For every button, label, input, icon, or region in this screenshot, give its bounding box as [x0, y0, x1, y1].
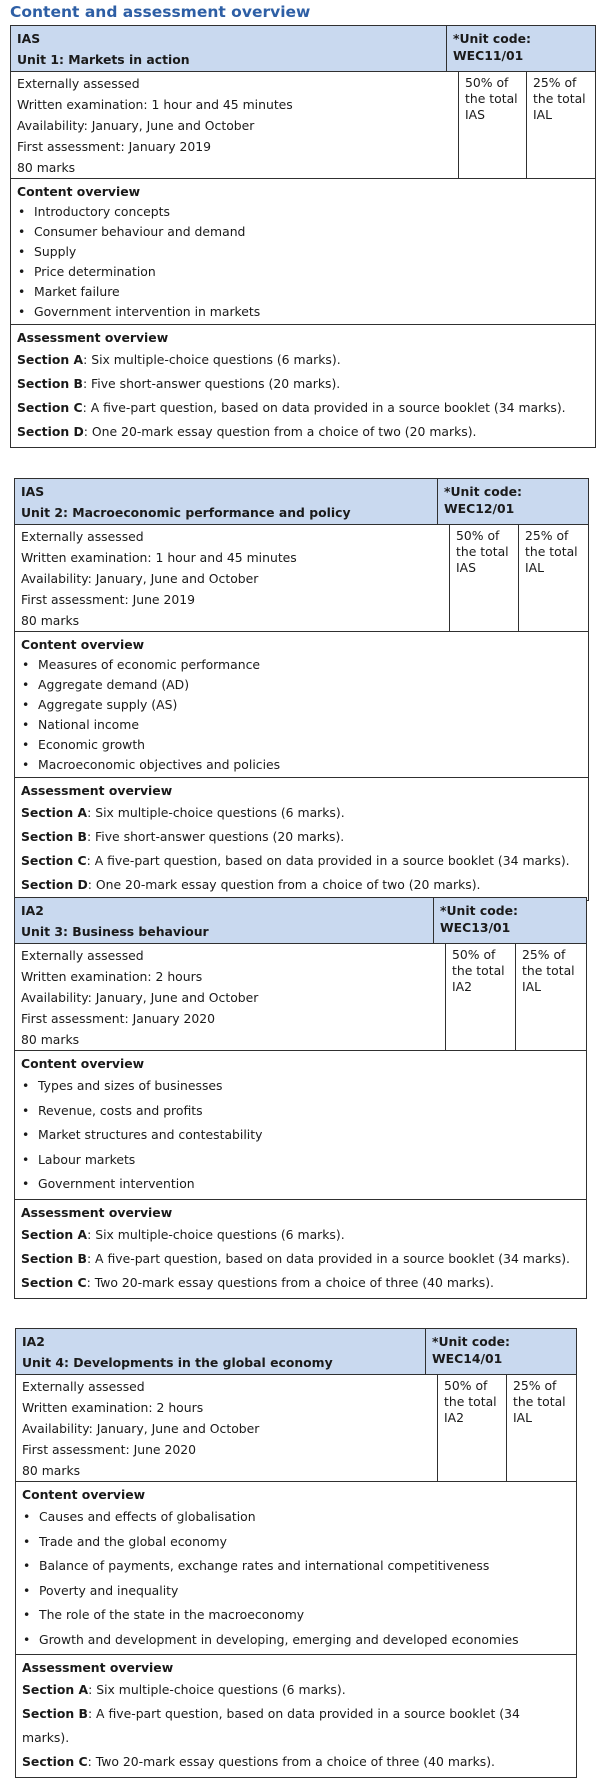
assessment-section: Section A: Six multiple-choice questions (6 marks).	[21, 805, 345, 820]
weighting-level: 50% of the total IA2	[438, 1375, 507, 1481]
detail-line: Externally assessed	[17, 76, 140, 91]
assessment-section: Section C: Two 20-mark essay questions from a choice of three (40 marks).	[21, 1274, 494, 1290]
unit-header	[11, 26, 595, 72]
unit-details	[15, 525, 588, 632]
detail-line: Availability: January, June and October	[21, 990, 259, 1005]
content-item: • Trade and the global economy	[22, 1530, 570, 1555]
detail-line: Written examination: 2 hours	[21, 969, 203, 984]
weighting-ial: 25% of the total IAL	[533, 75, 586, 122]
content-item: • Market structures and contestability	[21, 1123, 580, 1148]
unit-level: IA2	[22, 1334, 45, 1349]
unit-1-table	[10, 25, 596, 448]
unit-4-table	[15, 1328, 577, 1778]
assessment-section: Section A: Six multiple-choice questions (6 marks).	[22, 1682, 346, 1697]
content-item: • Economic growth	[21, 735, 582, 755]
unit-level: IA2	[21, 903, 44, 918]
content-item: • Market failure	[17, 282, 589, 302]
assessment-section: Section A: Six multiple-choice questions (6 marks).	[21, 1226, 345, 1242]
detail-line: 80 marks	[22, 1463, 81, 1478]
detail-line: Written examination: 1 hour and 45 minutes	[21, 550, 297, 565]
detail-line: 80 marks	[21, 613, 80, 628]
content-overview	[15, 1051, 586, 1200]
content-overview	[16, 1482, 576, 1655]
content-item: • Consumer behaviour and demand	[17, 222, 589, 242]
assessment-section: Section D: One 20-mark essay question from a choice of two (20 marks).	[21, 877, 481, 892]
content-overview-title: Content overview	[17, 184, 141, 199]
assessment-overview-title: Assessment overview	[17, 330, 169, 345]
assessment-section: Section B: A five-part question, based on data provided in a source booklet (34 marks).	[21, 1250, 570, 1266]
content-overview	[11, 179, 595, 325]
detail-line: First assessment: June 2019	[21, 592, 196, 607]
detail-line: 80 marks	[17, 160, 76, 175]
unit-level: IAS	[21, 484, 45, 499]
unit-level: IAS	[17, 31, 41, 46]
unit-title: Unit 1: Markets in action	[17, 52, 190, 67]
content-item: • The role of the state in the macroeconomy	[22, 1603, 570, 1628]
unit-code-label: *Unit code:	[440, 903, 518, 918]
unit-code-label: *Unit code:	[444, 484, 522, 499]
weighting-level: 50% of the total IAS	[459, 72, 527, 178]
content-item: • Aggregate demand (AD)	[21, 675, 582, 695]
assessment-section: Section C: A five-part question, based on data provided in a source booklet (34 marks).	[21, 853, 570, 868]
content-item: • Introductory concepts	[17, 202, 589, 222]
unit-2-table	[14, 478, 589, 901]
content-list	[22, 1505, 570, 1652]
content-overview	[15, 632, 588, 778]
assessment-overview	[16, 1655, 576, 1777]
detail-line: 80 marks	[21, 1032, 80, 1047]
content-overview-title: Content overview	[22, 1487, 146, 1502]
content-item: • Types and sizes of businesses	[21, 1074, 580, 1099]
page-title: Content and assessment overview	[10, 3, 311, 21]
detail-line: First assessment: June 2020	[22, 1442, 197, 1457]
unit-title: Unit 2: Macroeconomic performance and policy	[21, 505, 351, 520]
content-item: • Revenue, costs and profits	[21, 1099, 580, 1124]
detail-line: First assessment: January 2019	[17, 139, 212, 154]
assessment-overview	[11, 325, 595, 447]
content-item: • Measures of economic performance	[21, 655, 582, 675]
assessment-overview	[15, 778, 588, 900]
unit-3-table	[14, 897, 587, 1299]
unit-code-label: *Unit code:	[453, 31, 531, 46]
content-list	[21, 1074, 580, 1197]
weighting-level: 50% of the total IAS	[450, 525, 519, 631]
detail-line: Availability: January, June and October	[17, 118, 255, 133]
content-item: • Supply	[17, 242, 589, 262]
unit-code: WEC13/01	[440, 920, 511, 935]
assessment-section: Section C: A five-part question, based on data provided in a source booklet (34 marks).	[17, 400, 566, 415]
content-item: • Price determination	[17, 262, 589, 282]
assessment-section: Section D: One 20-mark essay question from a choice of two (20 marks).	[17, 424, 477, 439]
content-item: • Growth and development in developing, emerging and developed economies	[22, 1628, 570, 1653]
content-list	[17, 202, 589, 322]
unit-code: WEC14/01	[432, 1351, 503, 1366]
content-item: • Government intervention	[21, 1172, 580, 1197]
unit-code-label: *Unit code:	[432, 1334, 510, 1349]
assessment-overview	[15, 1200, 586, 1298]
assessment-overview-title: Assessment overview	[22, 1660, 174, 1675]
content-overview-title: Content overview	[21, 637, 145, 652]
content-item: • Poverty and inequality	[22, 1579, 570, 1604]
assessment-section: Section B: Five short-answer questions (20 marks).	[17, 376, 341, 391]
assessment-overview-title: Assessment overview	[21, 783, 173, 798]
assessment-section: Section B: A five-part question, based on data provided in a source booklet (34 marks).	[22, 1706, 520, 1745]
content-item: • National income	[21, 715, 582, 735]
content-item: • Causes and effects of globalisation	[22, 1505, 570, 1530]
unit-details	[15, 944, 586, 1051]
detail-line: Availability: January, June and October	[22, 1421, 260, 1436]
unit-code: WEC11/01	[453, 48, 524, 63]
content-item: • Balance of payments, exchange rates and international competitiveness	[22, 1554, 570, 1579]
content-item: • Aggregate supply (AS)	[21, 695, 582, 715]
assessment-section: Section A: Six multiple-choice questions (6 marks).	[17, 352, 341, 367]
unit-code-cell	[426, 1329, 576, 1374]
content-item: • Government intervention in markets	[17, 302, 589, 322]
unit-code-cell	[447, 26, 595, 71]
unit-title: Unit 4: Developments in the global economy	[22, 1355, 333, 1370]
unit-code: WEC12/01	[444, 501, 515, 516]
unit-header	[15, 898, 586, 944]
assessment-section: Section C: Two 20-mark essay questions from a choice of three (40 marks).	[22, 1754, 495, 1769]
detail-line: Externally assessed	[21, 529, 144, 544]
content-item: • Labour markets	[21, 1148, 580, 1173]
detail-line: Externally assessed	[22, 1379, 145, 1394]
content-item: • Macroeconomic objectives and policies	[21, 755, 582, 775]
weighting-level: 50% of the total IA2	[446, 944, 516, 1050]
weighting-ial: 25% of the total IAL	[522, 947, 575, 994]
unit-code-cell	[438, 479, 588, 524]
unit-details	[11, 72, 595, 179]
unit-details	[16, 1375, 576, 1482]
detail-line: Availability: January, June and October	[21, 571, 259, 586]
unit-title: Unit 3: Business behaviour	[21, 924, 209, 939]
detail-line: Written examination: 2 hours	[22, 1400, 204, 1415]
unit-header	[15, 479, 588, 525]
detail-line: Externally assessed	[21, 948, 144, 963]
assessment-overview-title: Assessment overview	[21, 1204, 173, 1220]
unit-header	[16, 1329, 576, 1375]
detail-line: First assessment: January 2020	[21, 1011, 216, 1026]
unit-code-cell	[434, 898, 586, 943]
weighting-ial: 25% of the total IAL	[513, 1378, 566, 1425]
content-list	[21, 655, 582, 775]
weighting-ial: 25% of the total IAL	[525, 528, 578, 575]
assessment-section: Section B: Five short-answer questions (20 marks).	[21, 829, 345, 844]
content-overview-title: Content overview	[21, 1056, 145, 1071]
detail-line: Written examination: 1 hour and 45 minutes	[17, 97, 293, 112]
